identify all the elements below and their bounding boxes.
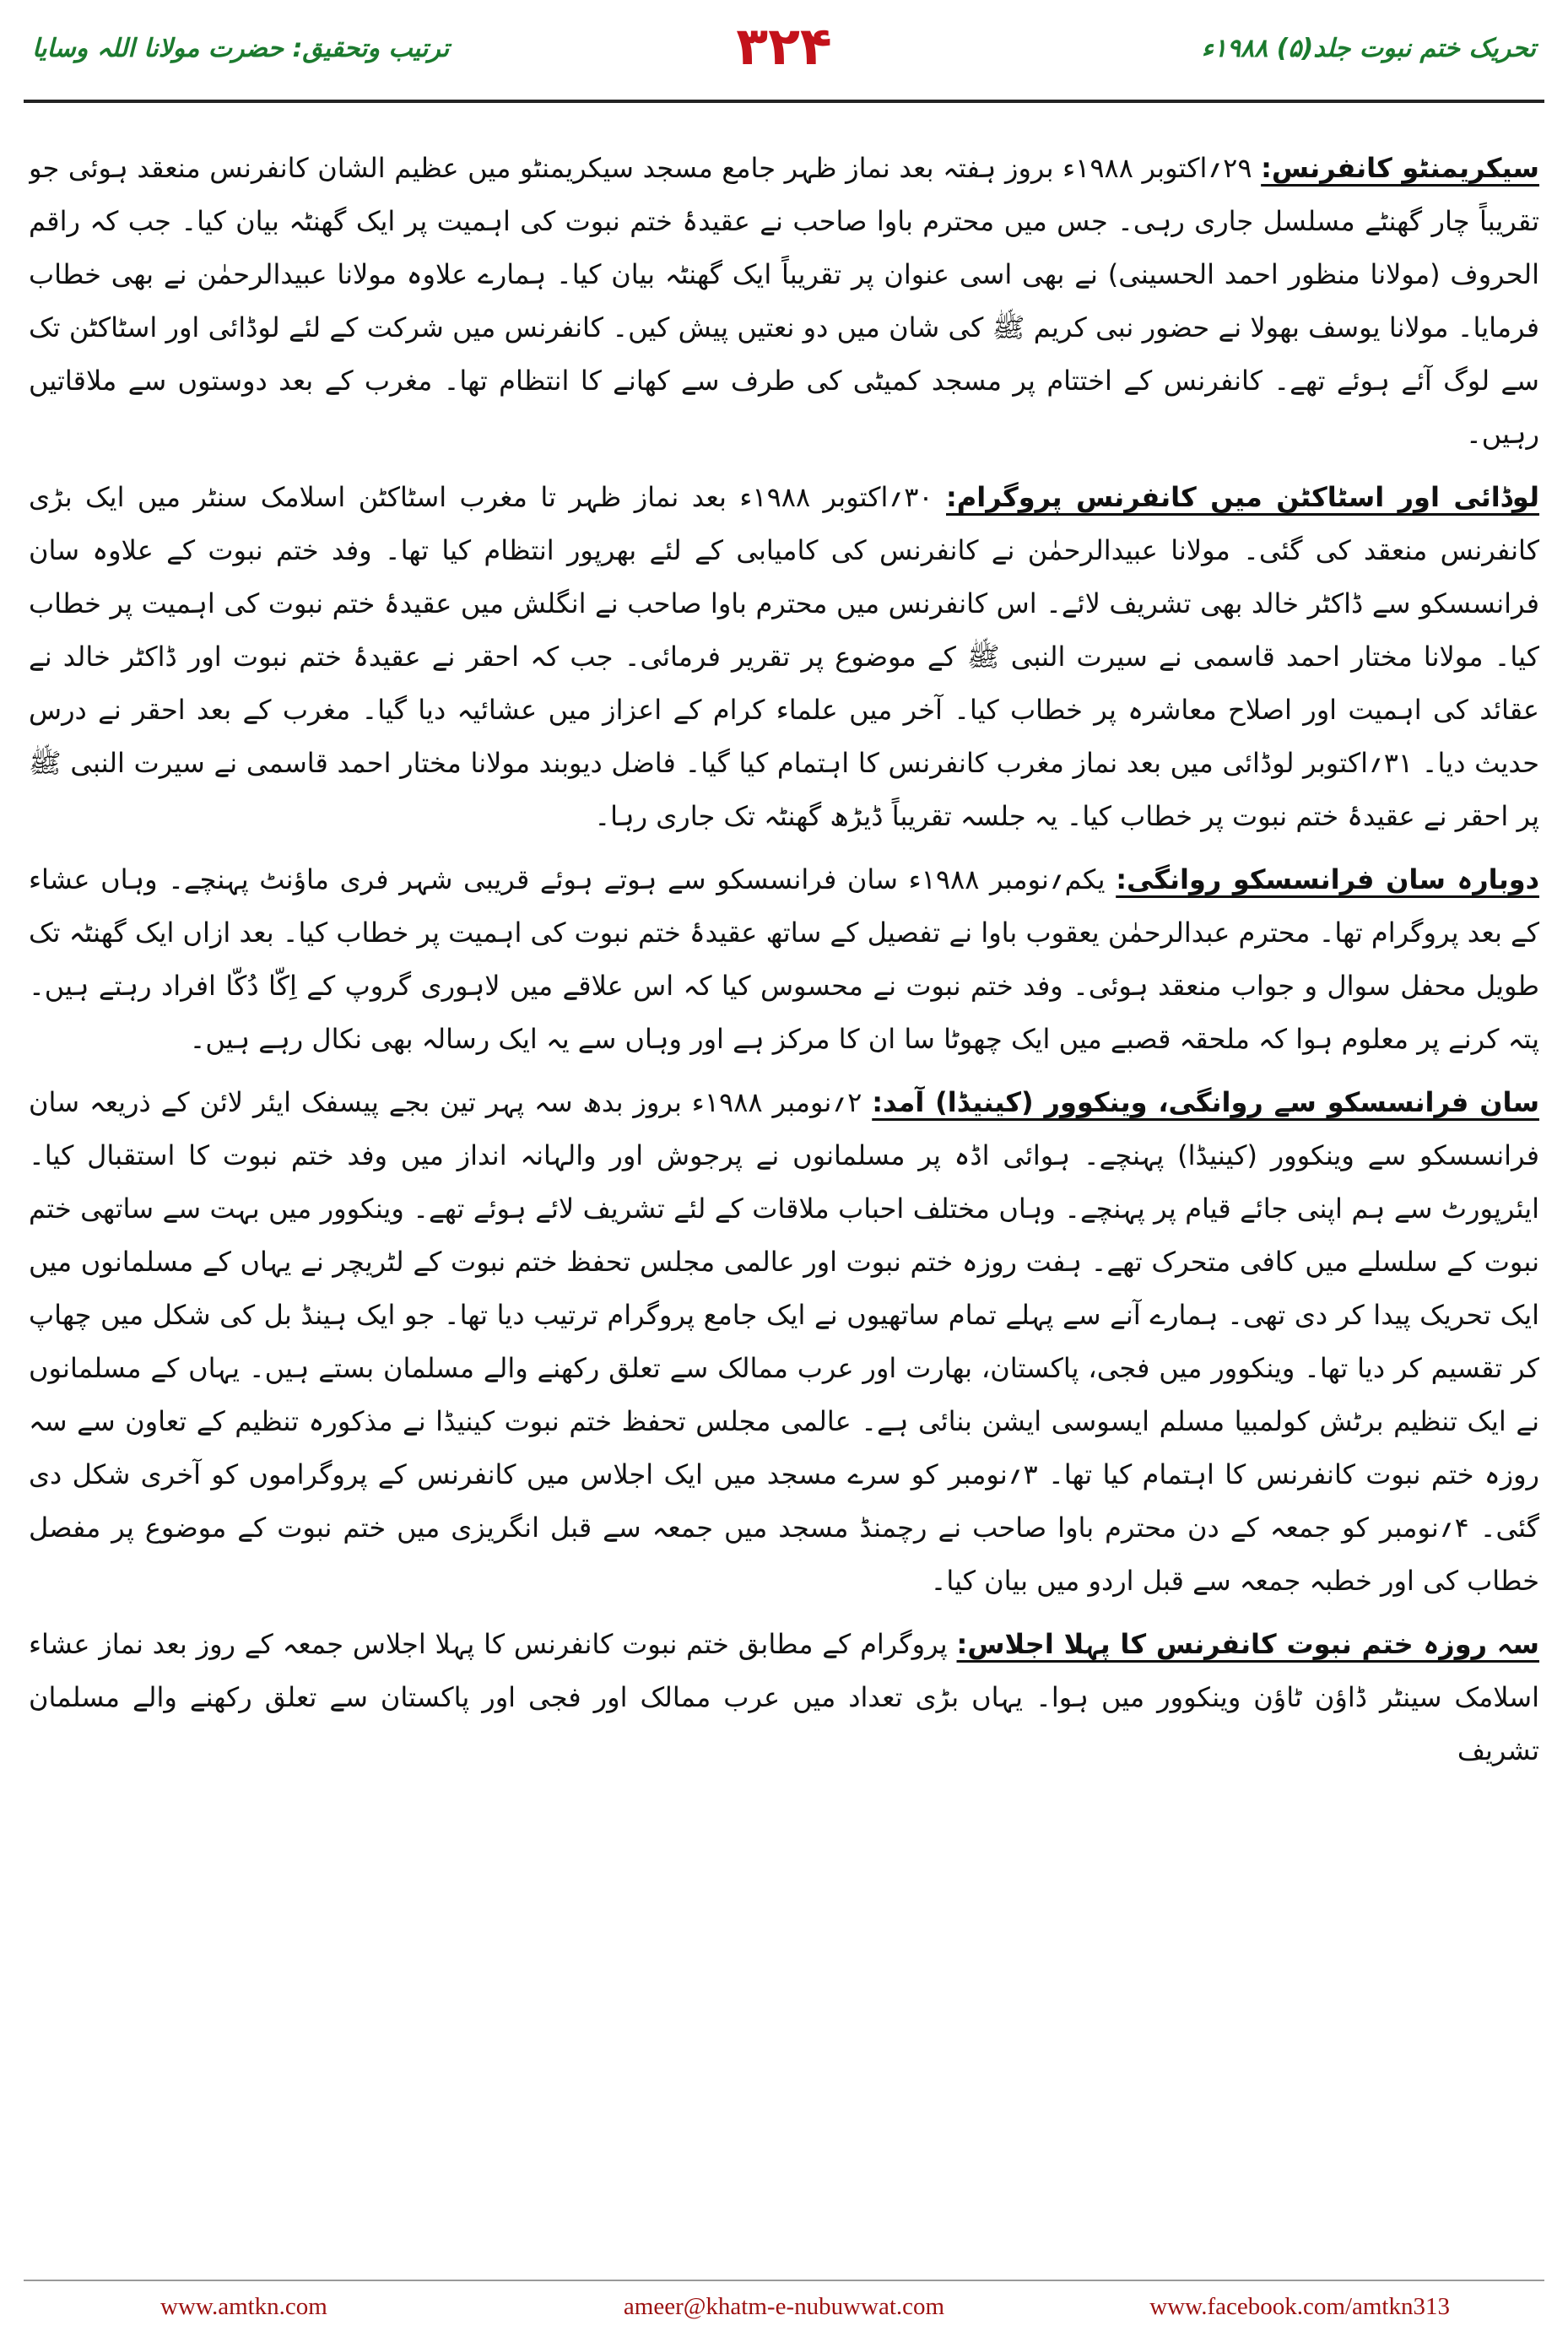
paragraph-vancouver-arrival	[29, 1076, 1539, 1608]
section-heading: سہ روزہ ختم نبوت کانفرنس کا پہلا اجلاس:	[956, 1628, 1539, 1660]
page-body	[29, 142, 1539, 2247]
paragraph-text: یکم؍نومبر ۱۹۸۸ء سان فرانسسکو سے ہوتے ہوئے قریبی شہر فری ماؤنٹ پہنچے۔ وہاں عشاء کے بعد پروگرام تھا۔ محترم عبدالرحمٰن یعقوب باوا نے تفصیل کے ساتھ عقیدۂ ختم نبوت کی اہمیت پر خطاب کیا۔ بعد ازاں ایک گھنٹہ تک طویل محفل سوال و جواب منعقد ہوئی۔ وفد ختم نبوت نے محسوس کیا کہ اس علاقے میں لاہوری گروپ کے اِکّا دُکّا افراد رہتے ہیں۔ پتہ کرنے پر معلوم ہوا کہ ملحقہ قصبے میں ایک چھوٹا سا ان کا مرکز ہے اور وہاں سے یہ ایک رسالہ بھی نکال رہے ہیں۔	[29, 863, 1539, 1055]
paragraph-text: ۲؍نومبر ۱۹۸۸ء بروز بدھ سہ پہر تین بجے پیسفک ایئر لائن کے ذریعہ سان فرانسسکو سے وینکوور (کینیڈا) پہنچے۔ ہوائی اڈہ پر مسلمانوں نے پرجوش اور والہانہ انداز میں وفد ختم نبوت کا استقبال کیا۔ ایئرپورٹ سے ہم اپنی جائے قیام پر پہنچے۔ وہاں مختلف احباب ملاقات کے لئے تشریف لائے ہوئے تھے۔ وینکوور میں بہت سے ساتھی ختم نبوت کے سلسلے میں کافی متحرک تھے۔ ہفت روزہ ختم نبوت اور عالمی مجلس تحفظ ختم نبوت کے لٹریچر نے یہاں کے مسلمانوں میں ایک تحریک پیدا کر دی تھی۔ ہمارے آنے سے پہلے تمام ساتھیوں نے ایک جامع پروگرام ترتیب دیا تھا۔ جو ایک ہینڈ بل کی شکل میں چھاپ کر تقسیم کر دیا تھا۔ وینکوور میں فجی، پاکستان، بھارت اور عرب ممالک سے تعلق رکھنے والے مسلمان بستے ہیں۔ یہاں کے مسلمانوں نے ایک تنظیم برٹش کولمبیا مسلم ایسوسی ایشن بنائی ہے۔ عالمی مجلس تحفظ ختم نبوت کینیڈا نے مذکورہ تنظیم کے تعاون سے سہ روزہ ختم نبوت کانفرنس کا اہتمام کیا تھا۔ ۳؍نومبر کو سرے مسجد میں ایک اجلاس میں کانفرنس کے پروگراموں کو آخری شکل دی گئی۔ ۴؍نومبر کو جمعہ کے دن محترم باوا صاحب نے رچمنڈ مسجد میں جمعہ سے قبل انگریزی میں ختم نبوت کے موضوع پر مفصل خطاب کی اور خطبہ جمعہ سے قبل اردو میں بیان کیا۔	[29, 1086, 1539, 1597]
paragraph-text: ۲۹؍اکتوبر ۱۹۸۸ء بروز ہفتہ بعد نماز ظہر جامع مسجد سیکریمنٹو میں عظیم الشان کانفرنس منعقد ہوئی جو تقریباً چار گھنٹے مسلسل جاری رہی۔ جس میں محترم باوا صاحب نے عقیدۂ ختم نبوت کی اہمیت پر ایک گھنٹہ بیان کیا۔ جب کہ راقم الحروف (مولانا منظور احمد الحسینی) نے بھی اسی عنوان پر تقریباً ایک گھنٹہ بیان کیا۔ ہمارے علاوہ مولانا عبیدالرحمٰن نے بھی خطاب فرمایا۔ مولانا یوسف بھولا نے حضور نبی کریم ﷺ کی شان میں دو نعتیں پیش کیں۔ کانفرنس میں شرکت کے لئے لوڈائی اور اسٹاکٹن تک سے لوگ آئے ہوئے تھے۔ کانفرنس کے اختتام پر مسجد کمیٹی کی طرف سے کھانے کا انتظام تھا۔ مغرب کے بعد دوستوں سے ملاقاتیں رہیں۔	[29, 152, 1539, 450]
page-header	[0, 0, 1568, 101]
footer-divider	[24, 2280, 1544, 2281]
section-heading: سان فرانسسکو سے روانگی، وینکوور (کینیڈا) آمد:	[872, 1086, 1539, 1118]
paragraph-text: ۳۰؍اکتوبر ۱۹۸۸ء بعد نماز ظہر تا مغرب اسٹاکٹن اسلامک سنٹر میں ایک بڑی کانفرنس منعقد کی گئی۔ مولانا عبیدالرحمٰن نے کانفرنس کی کامیابی کے لئے بھرپور انتظام کیا تھا۔ وفد ختم نبوت کے علاوہ سان فرانسسکو سے ڈاکٹر خالد بھی تشریف لائے۔ اس کانفرنس میں محترم باوا صاحب نے انگلش میں عقیدۂ ختم نبوت کی اہمیت پر خطاب کیا۔ مولانا مختار احمد قاسمی نے سیرت النبی ﷺ کے موضوع پر تقریر فرمائی۔ جب کہ احقر نے عقیدۂ ختم نبوت اور ڈاکٹر خالد نے عقائد کی اہمیت اور اصلاح معاشرہ پر خطاب کیا۔ آخر میں علماء کرام کے اعزاز میں عشائیہ دیا گیا۔ مغرب کے بعد احقر نے درس حدیث دیا۔ ۳۱؍اکتوبر لوڈائی میں بعد نماز مغرب کانفرنس کا اہتمام کیا گیا۔ فاضل دیوبند مولانا مختار احمد قاسمی نے سیرت النبی ﷺ پر احقر نے عقیدۂ ختم نبوت پر خطاب کیا۔ یہ جلسہ تقریباً ڈیڑھ گھنٹہ تک جاری رہا۔	[29, 481, 1539, 832]
paragraph-lodi-stockton-program	[29, 471, 1539, 843]
book-title: تحریک ختم نبوت جلد(۵) ۱۹۸۸ء	[1201, 34, 1536, 63]
header-divider	[24, 100, 1544, 103]
page-number: ۳۲۴	[736, 15, 832, 77]
facebook-link[interactable]: www.facebook.com/amtkn313	[1149, 2293, 1450, 2320]
editor-credit: ترتیب وتحقیق: حضرت مولانا اللہ وسایا	[32, 34, 450, 63]
paragraph-text: پروگرام کے مطابق ختم نبوت کانفرنس کا پہلا اجلاس جمعہ کے روز بعد نماز عشاء اسلامک سینٹر ڈاؤن ٹاؤن وینکوور میں ہوا۔ یہاں بڑی تعداد میں عرب ممالک اور فجی اور پاکستان سے تعلق رکھنے والے مسلمان تشریف	[29, 1628, 1539, 1766]
page-footer	[0, 2274, 1568, 2342]
section-heading: سیکریمنٹو کانفرنس:	[1261, 152, 1539, 184]
section-heading: لوڈائی اور اسٹاکٹن میں کانفرنس پروگرام:	[946, 481, 1539, 513]
paragraph-first-session	[29, 1618, 1539, 1777]
website-link[interactable]: www.amtkn.com	[160, 2293, 327, 2320]
paragraph-san-francisco-return	[29, 853, 1539, 1066]
paragraph-sacramento-conference	[29, 142, 1539, 461]
email-link[interactable]: ameer@khatm-e-nubuwwat.com	[623, 2293, 945, 2320]
section-heading: دوبارہ سان فرانسسکو روانگی:	[1116, 863, 1539, 895]
